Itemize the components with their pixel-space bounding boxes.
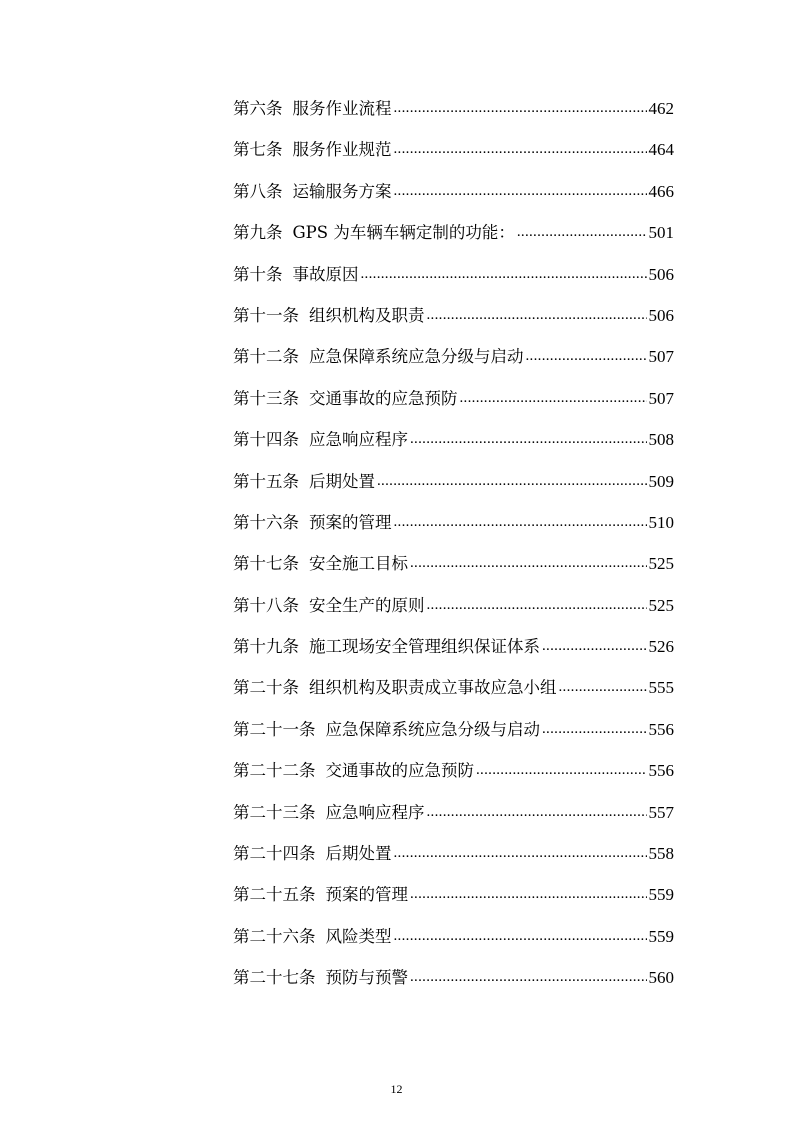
toc-entry-number: 第二十一条: [233, 719, 316, 739]
toc-entry-number: 第二十四条: [233, 844, 316, 864]
toc-entry-page: 559: [648, 926, 674, 946]
toc-entry-page: 506: [648, 305, 674, 325]
toc-entry-page: 507: [648, 347, 674, 367]
dot-leader: [427, 585, 647, 626]
toc-entry-title: 服务作业流程: [292, 99, 392, 118]
toc-entry-title: 施工现场安全管理组织保证体系: [309, 637, 540, 657]
toc-entry[interactable]: [233, 502, 674, 543]
toc-entry-page: 559: [648, 885, 674, 905]
toc-entry-title: 安全施工目标: [309, 554, 408, 574]
toc-entry-page: 501: [648, 223, 674, 243]
toc-entry[interactable]: [233, 874, 674, 915]
toc-entry-title: 组织机构及职责: [309, 305, 425, 325]
toc-entry-page: 509: [648, 471, 674, 491]
toc-entry[interactable]: [233, 129, 674, 170]
dot-leader: [394, 833, 647, 874]
dot-leader: [394, 171, 647, 212]
toc-entry[interactable]: [233, 957, 674, 998]
toc-entry-page: 466: [648, 181, 674, 201]
toc-entry-title: 交通事故的应急预防: [309, 388, 458, 408]
dot-leader: [410, 957, 647, 998]
toc-entry-page: 508: [648, 430, 674, 450]
toc-entry-page: 525: [648, 595, 674, 615]
dot-leader: [476, 750, 647, 791]
toc-entry-number: 第二十七条: [233, 968, 316, 988]
toc-entry[interactable]: [233, 750, 674, 791]
toc-entry-number: 第十六条: [233, 512, 299, 532]
dot-leader: [410, 419, 647, 460]
toc-entry[interactable]: [233, 792, 674, 833]
toc-entry[interactable]: [233, 543, 674, 584]
toc-entry-page: 506: [648, 264, 674, 284]
toc-entry[interactable]: [233, 461, 674, 502]
dot-leader: [410, 543, 647, 584]
toc-entry-page: 558: [648, 844, 674, 864]
dot-leader: [394, 916, 647, 957]
toc-entry[interactable]: [233, 916, 674, 957]
toc-entry-title: 后期处置: [309, 471, 375, 491]
dot-leader: [559, 667, 647, 708]
toc-entry-number: 第十二条: [233, 347, 299, 367]
dot-leader: [394, 129, 647, 170]
toc-entry[interactable]: [233, 833, 674, 874]
toc-entry-number: 第九条: [233, 223, 283, 243]
table-of-contents: [233, 88, 674, 999]
toc-entry-title: 事故原因: [292, 264, 359, 284]
toc-entry-page: 525: [648, 554, 674, 574]
toc-entry-title: 应急保障系统应急分级与启动: [309, 347, 524, 367]
toc-entry-number: 第十七条: [233, 554, 299, 574]
dot-leader: [460, 378, 647, 419]
toc-entry-title: 运输服务方案: [292, 181, 392, 201]
dot-leader: [394, 88, 647, 129]
toc-entry-title: GPS 为车辆车辆定制的功能：: [292, 223, 515, 243]
toc-entry-title: 服务作业规范: [292, 140, 392, 160]
dot-leader: [542, 709, 647, 750]
toc-entry-number: 第七条: [233, 140, 283, 160]
toc-entry-page: 464: [648, 140, 674, 160]
toc-entry-title: 组织机构及职责成立事故应急小组: [309, 678, 557, 698]
toc-entry-number: 第八条: [233, 181, 283, 201]
toc-entry[interactable]: [233, 212, 674, 253]
toc-entry-title: 预案的管理: [325, 885, 408, 905]
toc-entry-number: 第二十二条: [233, 761, 316, 781]
toc-entry-page: 556: [648, 761, 674, 781]
dot-leader: [394, 502, 647, 543]
toc-entry-number: 第二十五条: [233, 885, 316, 905]
dot-leader: [377, 461, 647, 502]
dot-leader: [542, 626, 647, 667]
toc-entry-number: 第十条: [233, 264, 283, 284]
toc-entry-page: 560: [648, 968, 674, 988]
toc-entry[interactable]: [233, 254, 674, 295]
toc-entry-number: 第十九条: [233, 637, 299, 657]
dot-leader: [427, 792, 647, 833]
toc-entry[interactable]: [233, 295, 674, 336]
toc-entry-number: 第十八条: [233, 595, 299, 615]
toc-entry-title: 应急保障系统应急分级与启动: [325, 719, 540, 739]
toc-entry-title: 交通事故的应急预防: [325, 761, 474, 781]
toc-entry-title: 风险类型: [325, 926, 392, 946]
toc-entry-title: 安全生产的原则: [309, 595, 425, 615]
toc-entry[interactable]: [233, 88, 674, 129]
dot-leader: [517, 212, 647, 253]
toc-entry[interactable]: [233, 626, 674, 667]
toc-entry-number: 第十一条: [233, 305, 299, 325]
toc-entry-title: 应急响应程序: [309, 430, 408, 450]
toc-entry[interactable]: [233, 378, 674, 419]
toc-entry-page: 510: [648, 512, 674, 532]
toc-entry-page: 526: [648, 637, 674, 657]
toc-entry-title: 应急响应程序: [325, 802, 425, 822]
toc-entry-number: 第二十六条: [233, 926, 316, 946]
toc-entry-title: 预防与预警: [325, 968, 408, 988]
toc-entry[interactable]: [233, 419, 674, 460]
toc-entry-number: 第十三条: [233, 388, 299, 408]
toc-entry-number: 第十五条: [233, 471, 299, 491]
dot-leader: [361, 254, 647, 295]
toc-entry-number: 第十四条: [233, 430, 299, 450]
toc-entry-page: 557: [648, 802, 674, 822]
toc-entry-title: 后期处置: [325, 844, 392, 864]
toc-entry-title: 预案的管理: [309, 512, 392, 532]
toc-entry-page: 555: [648, 678, 674, 698]
page-number: 12: [390, 1082, 403, 1096]
toc-entry-number: 第二十三条: [233, 802, 316, 822]
toc-entry[interactable]: [233, 336, 674, 377]
toc-entry-number: 第六条: [233, 99, 283, 118]
toc-entry[interactable]: [233, 171, 674, 212]
dot-leader: [526, 336, 647, 377]
toc-entry-page: 462: [648, 99, 674, 118]
toc-entry[interactable]: [233, 709, 674, 750]
toc-entry-page: 556: [648, 719, 674, 739]
toc-entry[interactable]: [233, 667, 674, 708]
toc-entry[interactable]: [233, 585, 674, 626]
dot-leader: [427, 295, 647, 336]
toc-entry-number: 第二十条: [233, 678, 299, 698]
dot-leader: [410, 874, 647, 915]
toc-entry-page: 507: [648, 388, 674, 408]
